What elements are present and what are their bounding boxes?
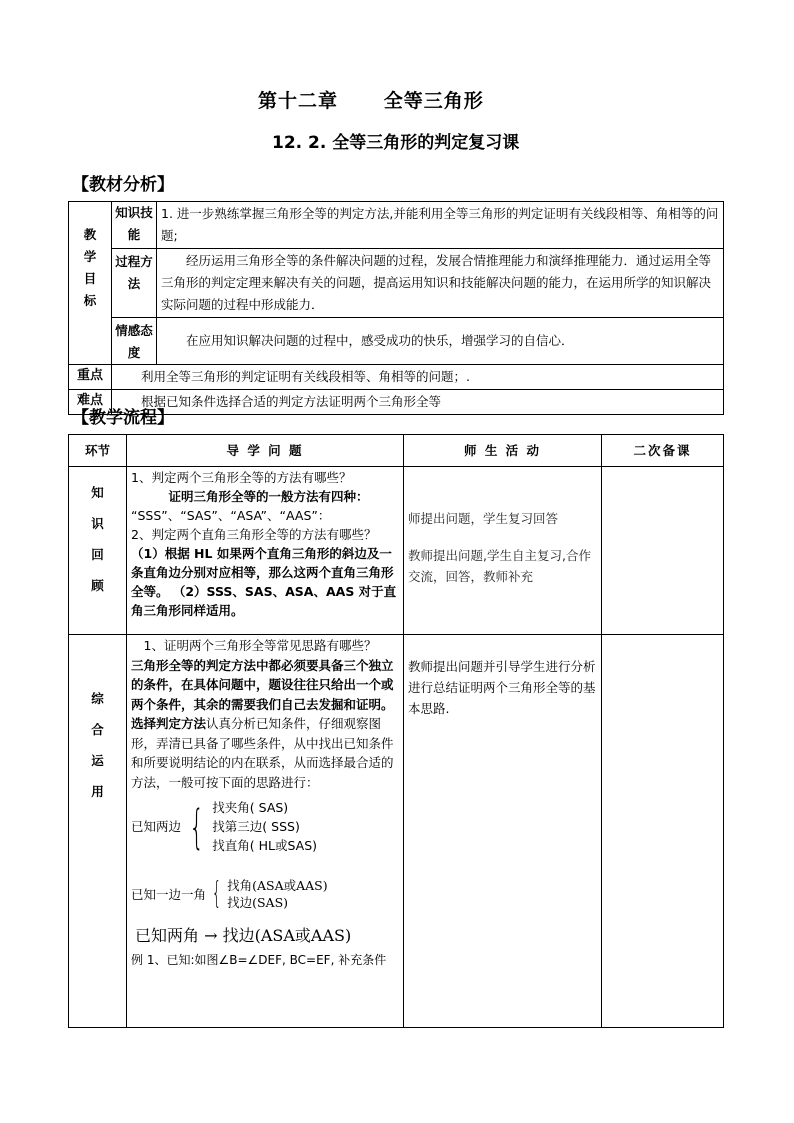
stage2-activity: [404, 635, 602, 1028]
section-heading-analysis: 【教材分析】: [72, 175, 174, 195]
stage1-activity: [404, 467, 602, 635]
stage2-q1-bold: 三角形全等的判定方法中都必须要具备三个独立的条件，在具体问题中，题设往往只给出一个或两个条件，其余的需要我们自己去发掘和证明。选择判定方法: [131, 657, 394, 731]
goals-label-char: 标: [83, 293, 97, 308]
stage2-label-char: 用: [91, 784, 104, 799]
stage1-q1-answer: 证明三角形全等的一般方法有四种：: [168, 489, 369, 504]
emotion-text: 在应用知识解决问题的过程中，感受成功的快乐，增强学习的自信心．: [157, 318, 724, 365]
option-item: 找夹角( SAS): [212, 800, 289, 815]
stage2-label-char: 综: [91, 691, 104, 706]
stage2-activity-text: 教师提出问题并引导学生进行分析进行总结证明两个三角形全等的基本思路.: [408, 659, 596, 716]
stage1-label-char: 回: [91, 547, 104, 562]
flow-table: [68, 434, 724, 1028]
header-activity: 师 生 活 动: [404, 435, 602, 467]
stage-application: [69, 635, 127, 1028]
stage1-q1-list: “SSS”、“SAS”、“ASA”、“AAS”：: [131, 508, 331, 523]
example-1: 例 1、已知:如图∠B=∠DEF, BC=EF, 补充条件: [131, 953, 387, 967]
stage-knowledge-review: [69, 467, 127, 635]
two-angles-rule: 已知两角 → 找边(ASA或AAS): [135, 926, 352, 945]
lesson-title: 12. 2. 全等三角形的判定复习课: [272, 133, 520, 153]
stage1-prep: [602, 467, 724, 635]
stage1-q1: 1、判定两个三角形全等的方法有哪些？: [131, 470, 352, 485]
option-item: 找边(SAS): [227, 895, 289, 910]
stage2-label-char: 合: [91, 722, 104, 737]
stage1-q2: 2、判定两个直角三角形全等的方法有哪些？: [131, 527, 377, 542]
stage1-label-char: 识: [91, 516, 104, 531]
goals-label-char: 目: [83, 271, 97, 286]
brace-icon: {: [189, 799, 204, 854]
difficulty-text: 根据已知条件选择合适的判定方法证明两个三角形全等: [112, 390, 724, 415]
goals-label-char: 教: [83, 227, 97, 242]
knowledge-label: 知识技能: [112, 202, 157, 249]
stage1-activity-2: 教师提出问题,学生自主复习,合作交流，回答，教师补充: [408, 548, 591, 584]
option-item: 找角(ASA或AAS): [227, 878, 328, 893]
difficulty-label: 难点: [69, 390, 112, 415]
goals-label-char: 学: [83, 249, 97, 264]
stage2-label-char: 运: [91, 753, 104, 768]
emotion-label: 情感态度: [112, 318, 157, 365]
stage1-label-char: 知: [91, 485, 104, 500]
option-item: 找第三边( SSS): [212, 819, 300, 834]
option-item: 找直角( HL或SAS): [212, 838, 318, 853]
stage2-questions: [127, 635, 404, 1028]
header-stage: 环节: [69, 435, 127, 467]
stage1-questions: [127, 467, 404, 635]
chapter-title: 第十二章 全等三角形: [258, 90, 484, 112]
stage1-activity-1: 师提出问题，学生复习回答: [408, 511, 559, 526]
stage1-q2-answer: （1）根据 HL 如果两个直角三角形的斜边及一条直角边分别对应相等，那么这两个直角三角形全等。 （2）SSS、SAS、ASA、AAS 对于直角三角形同样适用。: [131, 546, 397, 618]
process-text: 经历运用三角形全等的条件解决问题的过程，发展合情推理能力和演绎推理能力．通过运用全等三角形的判定定理来解决有关的问题，提高运用知识和技能解决问题的能力，在运用所学的知识解决实际问题的过程中形成能力．: [157, 249, 724, 318]
header-question: 导 学 问 题: [127, 435, 404, 467]
header-prep: 二次备课: [602, 435, 724, 467]
process-label: 过程方法: [112, 249, 157, 318]
section-heading-flow: 【教学流程】: [72, 408, 174, 428]
stage1-label-char: 顾: [91, 578, 104, 593]
stage2-prep: [602, 635, 724, 1028]
stage2-q1: 1、证明两个三角形全等常见思路有哪些？: [143, 638, 377, 653]
knowledge-text: 1. 进一步熟练掌握三角形全等的判定方法,并能利用全等三角形的判定证明有关线段相等、角相等的问题;: [157, 202, 724, 249]
analysis-table: [68, 201, 724, 415]
goals-label: [69, 202, 112, 365]
stage2-q1-rest: 认真分析已知条件，仔细观察图形，弄清已具备了哪些条件，从中找出已知条件和所要说明结论的内在联系，从而选择最合适的方法，一般可按下面的思路进行：: [131, 716, 394, 790]
key-point-label: 重点: [69, 365, 112, 390]
two-sides-label: 已知两边: [131, 819, 182, 834]
key-point-text: 利用全等三角形的判定证明有关线段相等、角相等的问题；.: [112, 365, 724, 390]
two-sides-diagram: [131, 798, 399, 855]
side-angle-label: 已知一边一角: [131, 886, 207, 902]
side-angle-diagram: [131, 877, 399, 911]
brace-icon: {: [211, 876, 222, 911]
